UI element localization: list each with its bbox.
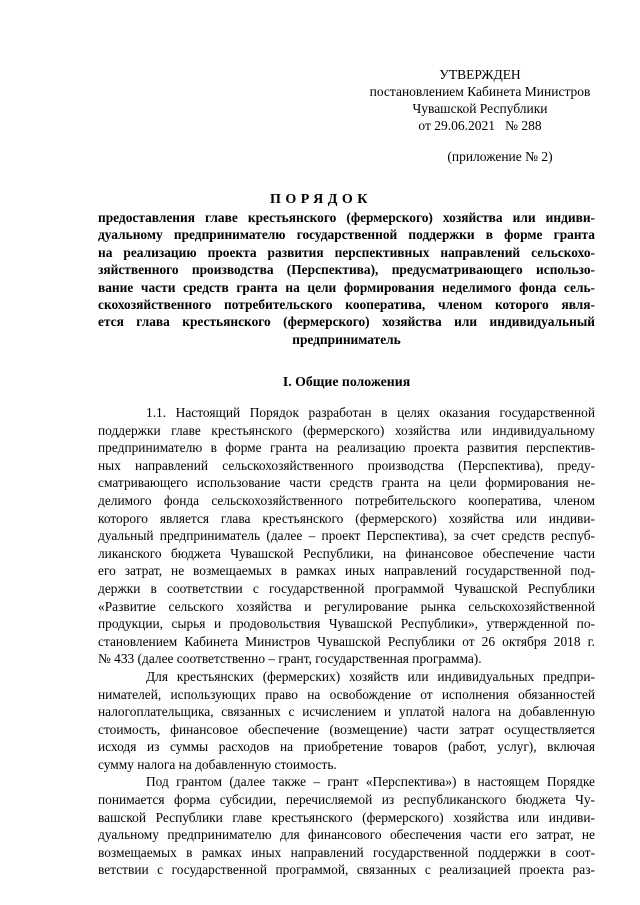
paragraph-line: вашской Республики главе крестьянского (фермерского) хозяйства или индиви- bbox=[98, 809, 595, 825]
section-heading: I. Общие положения bbox=[282, 374, 411, 389]
paragraph-line: Для крестьянских (фермерских) хозяйств или индивидуальных предпри- bbox=[146, 668, 595, 684]
paragraph-line: № 433 (далее соответственно – грант, государственная программа). bbox=[98, 651, 482, 667]
paragraph-line: которого является глава крестьянского (фермерского) хозяйства или индиви- bbox=[98, 510, 595, 526]
approval-line-approved: УТВЕРЖДЕН bbox=[439, 67, 521, 82]
approval-line-date-number: от 29.06.2021 № 288 bbox=[418, 118, 542, 133]
subtitle-line: ется глава крестьянского (фермерского) хозяйства или индивидуальный bbox=[98, 314, 595, 330]
paragraph-line: сматривающего использование части средств гранта на цели формирования не- bbox=[98, 475, 595, 491]
paragraph-line: его затрат, не возмещаемых в рамках иных направлений государственной под- bbox=[98, 563, 595, 579]
approval-line-republic: Чувашской Республики bbox=[412, 101, 548, 116]
paragraph-line: нимателей, использующих право на освобождение от исполнения обязанностей bbox=[98, 686, 595, 702]
paragraph-line: предпринимателю в форме гранта на реализацию проекта развития перспектив- bbox=[98, 440, 595, 456]
subtitle-line: на реализацию проекта развития перспективных направлений сельскохо- bbox=[98, 244, 595, 260]
subtitle-line: дуальному предпринимателю государственной поддержки в форме гранта bbox=[98, 227, 595, 243]
subtitle-line: вание части средств гранта на цели формирования неделимого фонда сель- bbox=[98, 279, 595, 295]
paragraph-line: Под грантом (далее также – грант «Перспектива») в настоящем Порядке bbox=[146, 774, 595, 790]
subtitle-line: зяйственного производства (Перспектива), предусматривающего использо- bbox=[98, 262, 595, 278]
paragraph-line: становлением Кабинета Министров Чувашской Республики от 26 октября 2018 г. bbox=[98, 633, 595, 649]
paragraph-line: сумму налога на добавленную стоимость. bbox=[98, 756, 337, 772]
subtitle-line: предприниматель bbox=[292, 331, 401, 347]
paragraph-line: ных направлений сельскохозяйственного производства (Перспектива), преду- bbox=[98, 457, 595, 473]
paragraph-line: возмещаемых в рамках иных направлений государственной поддержки в соот- bbox=[98, 844, 595, 860]
approval-stamp bbox=[360, 66, 600, 134]
document-title: ПОРЯДОК bbox=[270, 192, 372, 207]
paragraph-line: налогоплательщика, связанных с исчислением и уплатой налога на добавленную bbox=[98, 704, 595, 720]
paragraph-line: делимого фонда сельскохозяйственного потребительского кооператива, членом bbox=[98, 492, 595, 508]
paragraph-line: исходя из суммы расходов на приобретение товаров (работ, услуг), включая bbox=[98, 739, 595, 755]
paragraph-line: держки в соответствии с государственной программой Чувашской Республики bbox=[98, 580, 595, 596]
document-subtitle bbox=[98, 209, 595, 348]
paragraph-line: продукции, сырья и продовольствия Чувашской Республики», утвержденной по- bbox=[98, 616, 595, 632]
paragraph-line: «Развитие сельского хозяйства и регулирование рынка сельскохозяйственной bbox=[98, 598, 595, 614]
paragraph-line: ликанского бюджета Чувашской Республики, на финансовое обеспечение части bbox=[98, 545, 595, 561]
paragraph-line: дуальный предприниматель (далее – проект Перспектива), за счет средств респуб- bbox=[98, 528, 595, 544]
paragraph-line: ветствии с государственной программой, связанных с реализацией проекта раз- bbox=[98, 862, 595, 878]
paragraph-line: поддержки главе крестьянского (фермерского) хозяйства или индивидуальному bbox=[98, 422, 595, 438]
paragraph-line: 1.1. Настоящий Порядок разработан в целях оказания государственной bbox=[146, 405, 595, 420]
paragraph-line: понимается форма субсидии, перечисляемой из республиканского бюджета Чу- bbox=[98, 792, 595, 808]
body-text bbox=[98, 404, 595, 879]
subtitle-line: предоставления главе крестьянского (фермерского) хозяйства или индиви- bbox=[98, 210, 595, 225]
subtitle-line: скохозяйственного потребительского кооператива, членом которого явля- bbox=[98, 296, 595, 312]
paragraph-line: дуальному предпринимателю для финансового обеспечения части его затрат, не bbox=[98, 827, 595, 843]
paragraph-line: стоимость, финансовое обеспечение (возмещение) части затрат осуществляется bbox=[98, 721, 595, 737]
approval-line-decree: постановлением Кабинета Министров bbox=[369, 84, 591, 99]
appendix-label: (приложение № 2) bbox=[447, 149, 553, 164]
